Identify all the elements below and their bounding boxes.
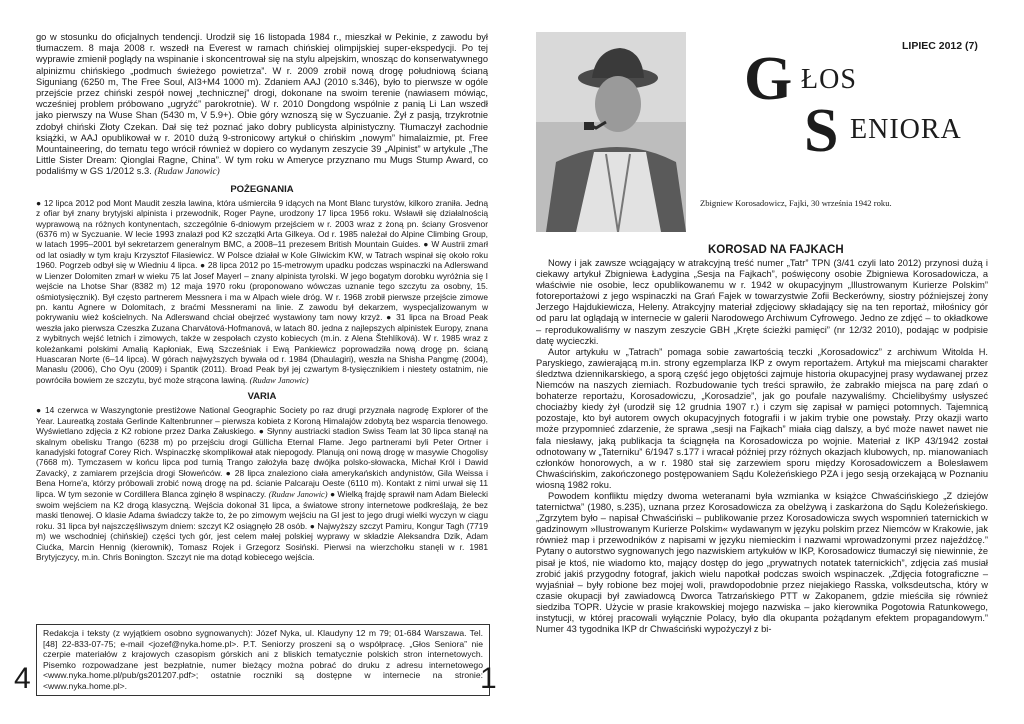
intro-text: go w stosunku do oficjalnych tendencji. Urodził się 16 listopada 1984 r., mieszkał w Pekinie, z zawodu był tłumaczem. 8 maja 2008 r. wszedł na Everest w ramach chińskiej olimpijskiej super-ekspedycji. Po tej wyprawie zmienił poglądy na wspinanie i skoncentrował się na stylu alpejskim, wnosząc do konserwatywnego alpinizmu chińskiego „podmuch świeżego powietrza”. W r. 2009 zrobił nową drogę południową ścianą Siguniang (6250 m, The Free Soul, AI3+M4 1000 m). Zdaniem AAJ (2010 s.346), było to pierwsze w ogóle przejście przez chiński zespół nowej „technicznej” drogi, dokonane na swoim terenie (nawiasem mówiąc, wcześniej problem próbowano „ugryźć” parokrotnie). W r. 2010 Dongdong wspólnie z panią Li Lan wszedł jako pierwszy na Wuse Shan (5430 m, V 5.9+). Obie góry wznoszą się w Syczuanie. Żył z pasją, trzykrotnie zdobył chiński Złoty Czekan. Dał się też poznać jako dobry publicysta alpinistyczny. Tłumaczył zachodnie książki, w AAJ opublikował w r. 2010 dużą 9-stronicowy artykuł o chińskim „nowym” himalaizmie, pt. Free Mountaineering, do tematu tego wrócił również w dopiero co wydanym zeszycie 39 „Alpinist” w artykule „The Little Sister Dream: Qionglai Ragne, China”. W tym roku w Ameryce przyznano mu Mugs Stump Award, co podaliśmy w GS 1/2012 s.3.: [36, 32, 488, 177]
varia-text: ● 14 czerwca w Waszyngtonie prestiżowe National Geographic Society po raz drugi przyznała nagrodę Explorer of the Year. Laureatką została Gerlinde Kaltenbrunner – pierwsza kobieta z Koroną Himalajów zdobytą bez wsparcia tlenowego. Wyświetlano zdjęcia z K2 robione przez Darka Załuskiego. ● Słynny austriacki stadion Swiss Team lat 30 lipca stanął na skalnym obelisku Trango (6238 m) po przejściu drogi Güllicha Eternal Flame. Jego partnerami byli Peter Ortner i kanadyjski fotograf Corey Rich. Wspinaczkę skomplikował atak niepogody. Planują oni nową drogę w masywie Chogolisy (7668 m). Tymczasem w końcu lipca pod turnią Trango założyła bazę dwójka polsko-słowacka, Michał Król i Dawid Zavacký, z zamiarem przejścia drogi Słoweńców. ● 28 lipca znaleziono ciała amerykańskich andynistów, Gila Weissa i Bena Horne'a, którzy próbowali zrobić nową drogę na pd. ścianie Palcaraju Oeste (6110 m). Kontakt z nimi urwał się 11 lipca. W tym sezonie w Cordillera Blanca zginęło 8 wspinaczy.: [36, 405, 488, 499]
pozegnania-paragraph: [36, 198, 488, 386]
intro-signature: (Rudaw Janowic): [154, 167, 220, 178]
article-body: [536, 258, 988, 635]
varia-text-2: ● Wielką frajdę sprawił nam Adam Bielecki swoim wejściem na K2 drogą klasyczną. Wejścia dokonał 31 lipca, a światowe strony internetowe podkreślają, że bez maski tlenowej. O klasie Adama świadczy także to, że po zimowym wejściu na GI jest to jego drugi wielki wyczyn w ciągu roku. 31 lipca był najszczęśliwszym dniem: szczyt K2 osiągnęło 28 osób. ● Najwyższy szczyt Pamiru, Kongur Tagh (7719 m) we wschodniej (chińskiej) części tych gór, jest celem małej polskiej wyprawy w składzie Aleksandra Dzik, Adam Ciućka, Marcin Hennig (kierownik), Tomasz Rojek i Grzegorz Sosiński. Pierwsi na wierzchołku stanęli w r. 1981 Brytyjczycy, m.in. Chris Bonington. Szczyt nie ma dotąd kobiecego wejścia.: [36, 488, 489, 563]
pozegnania-text: ● 12 lipca 2012 pod Mont Maudit zeszła lawina, która uśmierciła 9 idących na Mont Blanc turystów, kilkoro zraniła. Jedną z ofiar był znany brytyjski alpinista i przewodnik, Roger Payne, urodzony 17 lipca 1956 roku. Wsławił się działalnością wyprawową na różnych kontynentach, szczególnie 6-dniowym przejściem w r. 2003 wraz z żoną pn. ściany Grosvenor (6376 m) w Syczuanie. W lecie 1993 znalazł pod K2 szczątki Arta Gilkeya. Od r. 1985 należał do Alpine Climbing Group, w latach 1995–2001 był sekretarzem generalnym BMC, a 2008–11 prezesem British Mountain Guides. ● W Austrii zmarł od lat osiadły w tym kraju Krzysztof Filasiewicz. W Polsce działał w Kole Gliwickim KW, w Tatrach wspinał się około roku 1960. Pogrzeb odbył się w Wiedniu 4 lipca. ● 28 lipca 2012 po 15-metrowym upadku podczas wspinaczki na Adlerswand w Lienzer Dolomiten zmarł w wieku 75 lat Josef Mayerl – znany alpinista tyrolski. W jego bogatym dorobku wyróżnia się I wejście na Lhotse Shar (8382 m) 12 maja 1970 roku (proponowano wówczas uznanie tego szczytu za osobny, 15. ośmiotysięcznik). Był często partnerem Messnera i ma w Alpach wiele dróg. W r. 1968 zrobił pierwsze przejście zimowe pn. kantu Agnere w Dolomitach, z braćmi Messnerami na linie. Z zawodu był dekarzem, wyspecjalizowanym w pokrywaniu wież kościelnych. Na Adlerswand chciał obejrzeć wystawiony tam nowy krzyż. ● 31 lipca na Broad Peak weszła jako pierwsza Czeszka Zuzana Charvátová-Hofmanová, w latach 80. jedna z najlepszych alpinistek Europy, znana z wybitnych wejść letnich i zimowych, także w zespołach czysto kobiecych (m.in. z Alena Štehlíková). W r. 1985 wraz z koleżankami polskimi Amalią Kapłoniak, Ewą Szcześniak i Ewą Pankiewicz poprowadziła nową drogę pn. ścianą Huascaran Norte (6–14 lipca). W górach najwyższych bywała od r. 1984 (Dhaulagiri), weszła na Shisha Pangmę (2004), Manaslu (2006), Cho Oyu (2009) i Spantik (2011). Broad Peak był jej czwartym 8-tysięcznikiem i niestety ostatnim, nie powróciła bowiem ze szczytu, być może strącona lawiną.: [36, 197, 488, 385]
editorial-box: Redakcja i teksty (z wyjątkiem osobno sygnowanych): Józef Nyka, ul. Klaudyny 12 m 79; 01-684 Warszawa. Tel. [48] 22-833-07-75; e-mail <jozef@nyka.home.pl>. P.T. Seniorzy proszeni są o współpracę. „Głos Seniora” nie czerpie materiałów z krajowych czasopism górskich ani z bliskich tematycznie polskich stron internetowych. Pisemko rozpowadzane jest bezpłatnie, numer bieżący można pobrać do druku z adresu internetowego <www.nyka.home.pl/pub/gs201207.pdf>; ostatnie roczniki są dostępne w internecie na stronie: <www.nyka.home.pl>.: [36, 624, 490, 696]
article-paragraph-3: Powodem konfliktu między dwoma weteranami była wzmianka w książce Chwaścińskiego „Z dziejów taternictwa” (1980, s.235), uznana przez Korosadowicza za obelżywą i zaskarżona do Sądu Koleżeńskiego. „Zgrzytem było – napisał Chwaściński – publikowanie przez Korosadowicza swych wspomnień taternickich w gadzinowym »Ilustrowanym Kurierze Polskim« wydawanym w języku polskim przez Niemców w Krakowie, jak również map i przewodników z napisami w języku niemieckim i nazwami wprowadzonymi przez najeźdźcę.” Pytany o autorstwo sygnowanych jego nazwiskiem artykułów w IKP, Korosadowicz tłumaczył się niewinnie, że pisał je ktoś, nie wiadomo kto, mający dostęp do jego „prywatnych notatek taternickich”, zdjęcia zaś musiał zrobić jakiś przygodny fotograf, jakich wielu napotkał podczas swoich wspinaczek. „Zdjęcia fotograficzne – wyjaśniał – były robione bez mojej woli, prawdopodobnie przez niejakiego Rasska, volksdeutscha, który w czasie okupacji był zawiadowcą Dworca Tatrzańskiego PTT w Zakopanem, gdzie mieściła się również siedziba TOPR. Użycie w prasie krakowskiej mojego nazwiska – jako kierownika Pogotowia Ratunkowego, instytucji, w której pracowali wyłącznie Polacy, było dla okupanta pożądanym efektem propagandowym.” Numer 43 tygodnika IKP dr Chwaściński wypożyczył z bi-: [536, 490, 988, 635]
article-paragraph-2: Autor artykułu w „Tatrach” pomaga sobie zawartością teczki „Korosadowicz” z archiwum Witolda H. Paryskiego, zawierającą m.in. strony egzemplarza IKP z owym reportażem. Artykuł ma miejscami charakter śledztwa dziennikarskiego, a sporą część jego objętości zajmuje historia okupacyjnej prasy wydawanej przez Niemców na naszych ziemiach. Rozbudowanie tych treści sprawiło, że zabrakło miejsca na parę zdań o bohaterze reportażu, Korosadowiczu, „Korosadzie”, jak go poufale nazywaliśmy. Chcielibyśmy usłyszeć chociażby kiedy żył (urodził się 12 grudnia 1907 r.) i czym się zapisał w pamięci potomnych. Tajemnicą pozostaje, kto był autorem owych okupacyjnych fotografii i w jakim trybie one powstały. Przy okazji warto może przypomnieć zdarzenie, że sprawa „sesji na Fajkach” miała ciąg dalszy, a być może nawet nawet nie fala niesławy, jaką publikacja ta ściągnęła na Korosadowicza po wojnie. Materiał z IKP 43/1942 został odnotowany w „Taterniku” 6/1947 s.177 i wracał później przy różnych okazjach klubowych, np. mianowaniach członków honorowych, a w r. 1980 stał się zarzewiem sporu między Korosadowiczem a Bolesławem Chwaścińskim, zakończonego postępowaniem Sądu Koleżeńskiego PZA i jego sesją orzekającą w Poznaniu wiosną 1982 roku.: [536, 346, 988, 490]
pozegnania-heading: POŻEGNANIA: [230, 183, 294, 195]
masthead-los: ŁOS: [801, 64, 857, 95]
varia-paragraph: [36, 405, 488, 562]
varia-heading: VARIA: [247, 391, 277, 403]
left-page-number: 4: [14, 662, 31, 695]
pozegnania-signature: (Rudaw Janowic): [249, 375, 309, 385]
article-title: KOROSAD NA FAJKACH: [708, 244, 844, 256]
masthead-letter-g: G: [744, 45, 793, 113]
masthead-eniora: ENIORA: [850, 114, 962, 145]
article-paragraph-1: Nowy i jak zawsze wciągający w atrakcyjną treść numer „Tatr” TPN (3/41 czyli lato 2012) przynosi dużą i ciekawy artykuł Zbigniewa Ładygina „Sesja na Fajkach”, poświęcony osobie Zbigniewa Korosadowicza, a właściwie nie osobie, lecz opublikowanemu w r. 1942 w okupacyjnym „Illustrowanym Kurierze Polskim” fotoreportażowi z jego wspinaczki na Grań Fajek w towarzystwie Zofii Beckerówny, siostry późniejszej żony Jerzego Hajdukiewicza, Heleny. Atrakcyjny materiał zdjęciowy składający się na ten reportaż, miłośnicy gór od paru lat oglądają w internecie w galerii Narodowego Archiwum Cyfrowego. Jedno ze zdjęć – to okładkowe – reprodukowaliśmy w naszym zeszycie GBH „Kręte ścieżki pamięci” (nr 12/32 2010), podając w podpisie datę wycieczki.: [536, 258, 988, 346]
left-column: [36, 32, 488, 562]
varia-signature: (Rudaw Janowic): [268, 489, 328, 499]
photo-caption: Zbigniew Korosadowicz, Fajki, 30 września 1942 roku.: [700, 198, 892, 208]
intro-paragraph: [36, 32, 488, 179]
masthead-letter-s: S: [804, 97, 839, 165]
portrait-photo: [536, 32, 686, 232]
issue-date: LIPIEC 2012 (7): [902, 40, 978, 52]
right-page-number: 1: [480, 662, 497, 695]
portrait-photo-icon: [536, 32, 686, 232]
